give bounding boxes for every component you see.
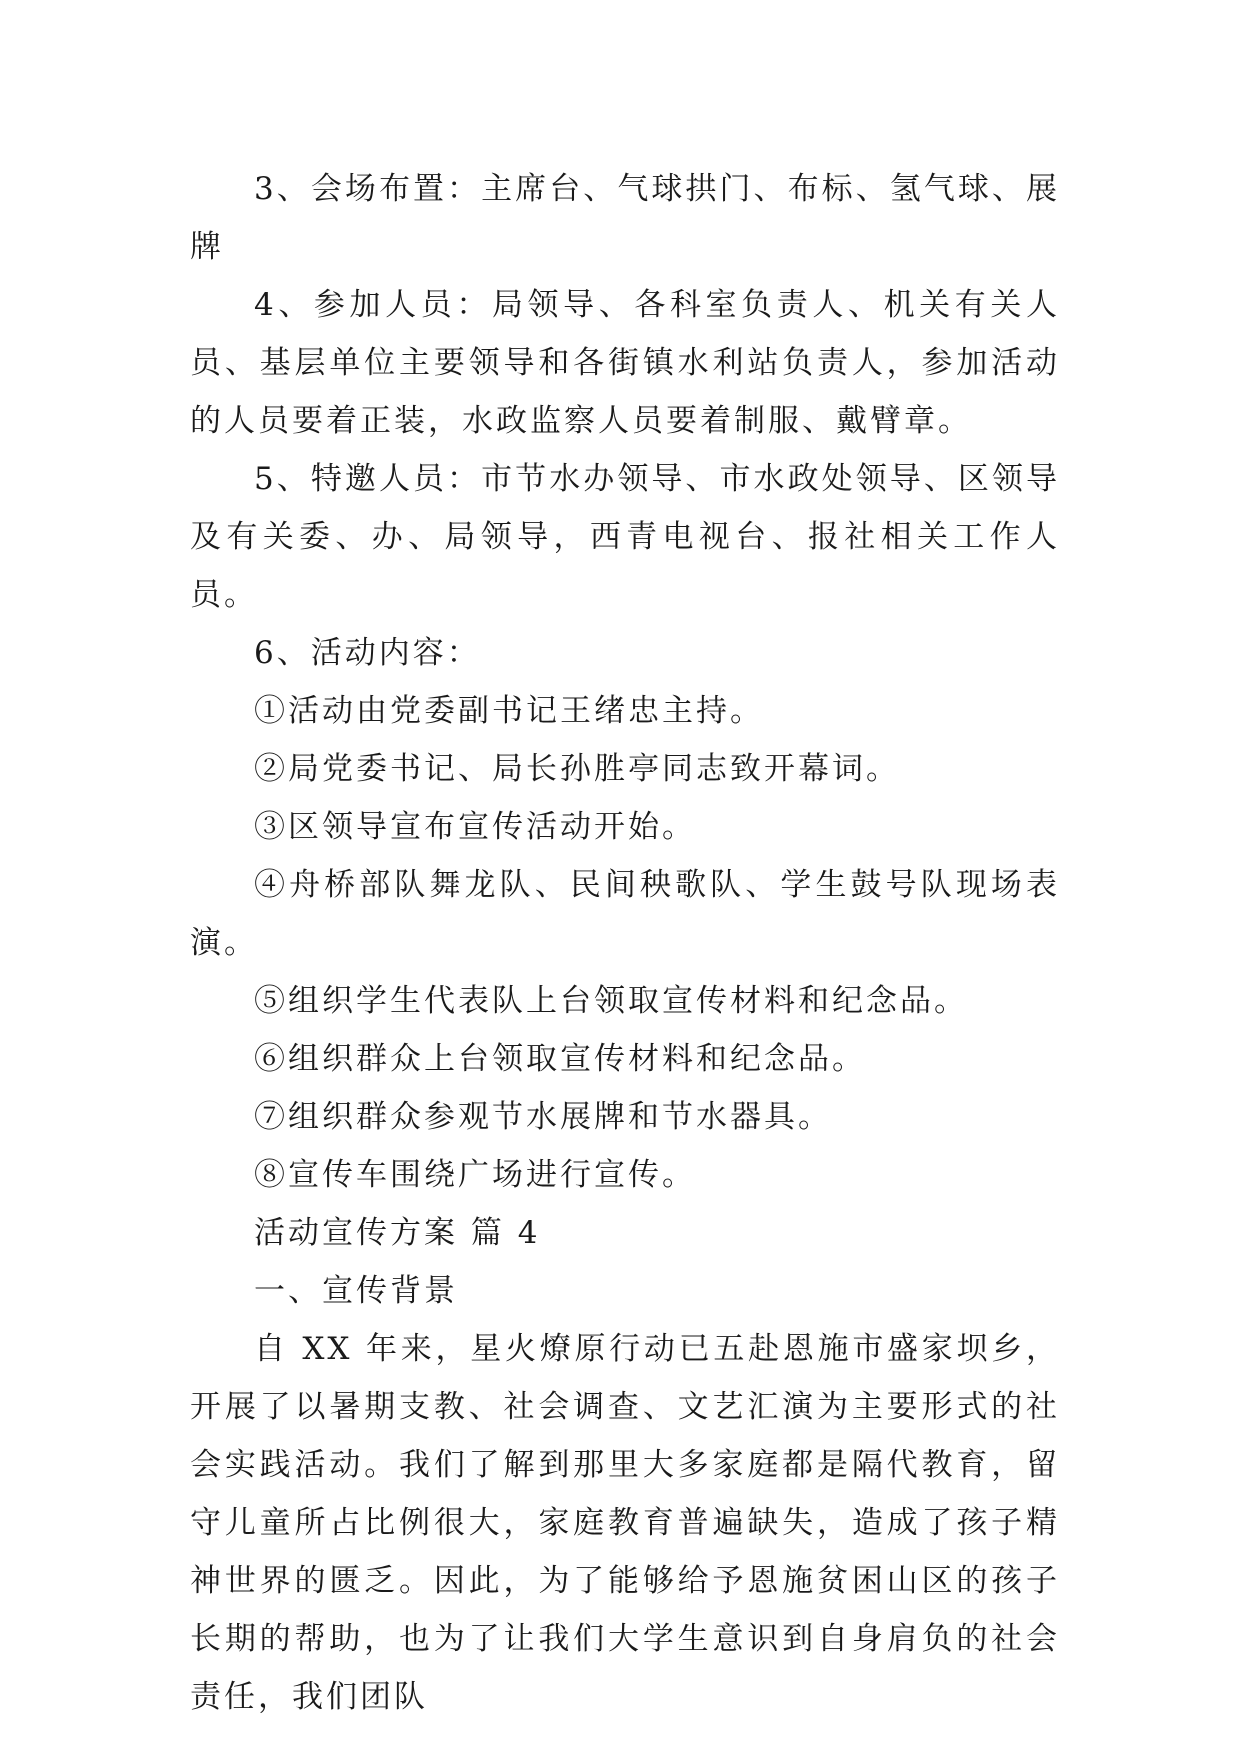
list-item: ⑧宣传车围绕广场进行宣传。 [254, 1157, 696, 1193]
paragraph-special-guests: 5、特邀人员：市节水办领导、市水政处领导、区领导及有关委、办、局领导，西青电视台、报社相关工作人员。 [190, 461, 1060, 613]
paragraph-participants: 4、参加人员：局领导、各科室负责人、机关有关人员、基层单位主要领导和各街镇水利站负责人，参加活动的人员要着正装，水政监察人员要着制服、戴臂章。 [190, 287, 1060, 439]
list-item: ②局党委书记、局长孙胜亭同志致开幕词。 [254, 751, 900, 787]
document-body [190, 160, 1060, 1726]
section-title: 活动宣传方案 篇 4 [254, 1215, 541, 1251]
section-heading: 一、宣传背景 [254, 1273, 458, 1309]
list-item: ⑥组织群众上台领取宣传材料和纪念品。 [254, 1041, 866, 1077]
list-item: ④舟桥部队舞龙队、民间秧歌队、学生鼓号队现场表演。 [190, 867, 1060, 961]
list-item: ⑦组织群众参观节水展牌和节水器具。 [254, 1099, 832, 1135]
list-item: ③区领导宣布宣传活动开始。 [254, 809, 696, 845]
list-item: ⑤组织学生代表队上台领取宣传材料和纪念品。 [254, 983, 968, 1019]
paragraph-venue-setup: 3、会场布置：主席台、气球拱门、布标、氢气球、展牌 [190, 171, 1060, 265]
paragraph-background: 自 XX 年来，星火燎原行动已五赴恩施市盛家坝乡，开展了以暑期支教、社会调查、文艺汇演为主要形式的社会实践活动。我们了解到那里大多家庭都是隔代教育，留守儿童所占比例很大，家庭教育普遍缺失，造成了孩子精神世界的匮乏。因此，为了能够给予恩施贫困山区的孩子长期的帮助，也为了让我们大学生意识到自身肩负的社会责任，我们团队 [190, 1331, 1060, 1715]
list-item: ①活动由党委副书记王绪忠主持。 [254, 693, 764, 729]
paragraph-activity-content: 6、活动内容： [254, 635, 481, 671]
